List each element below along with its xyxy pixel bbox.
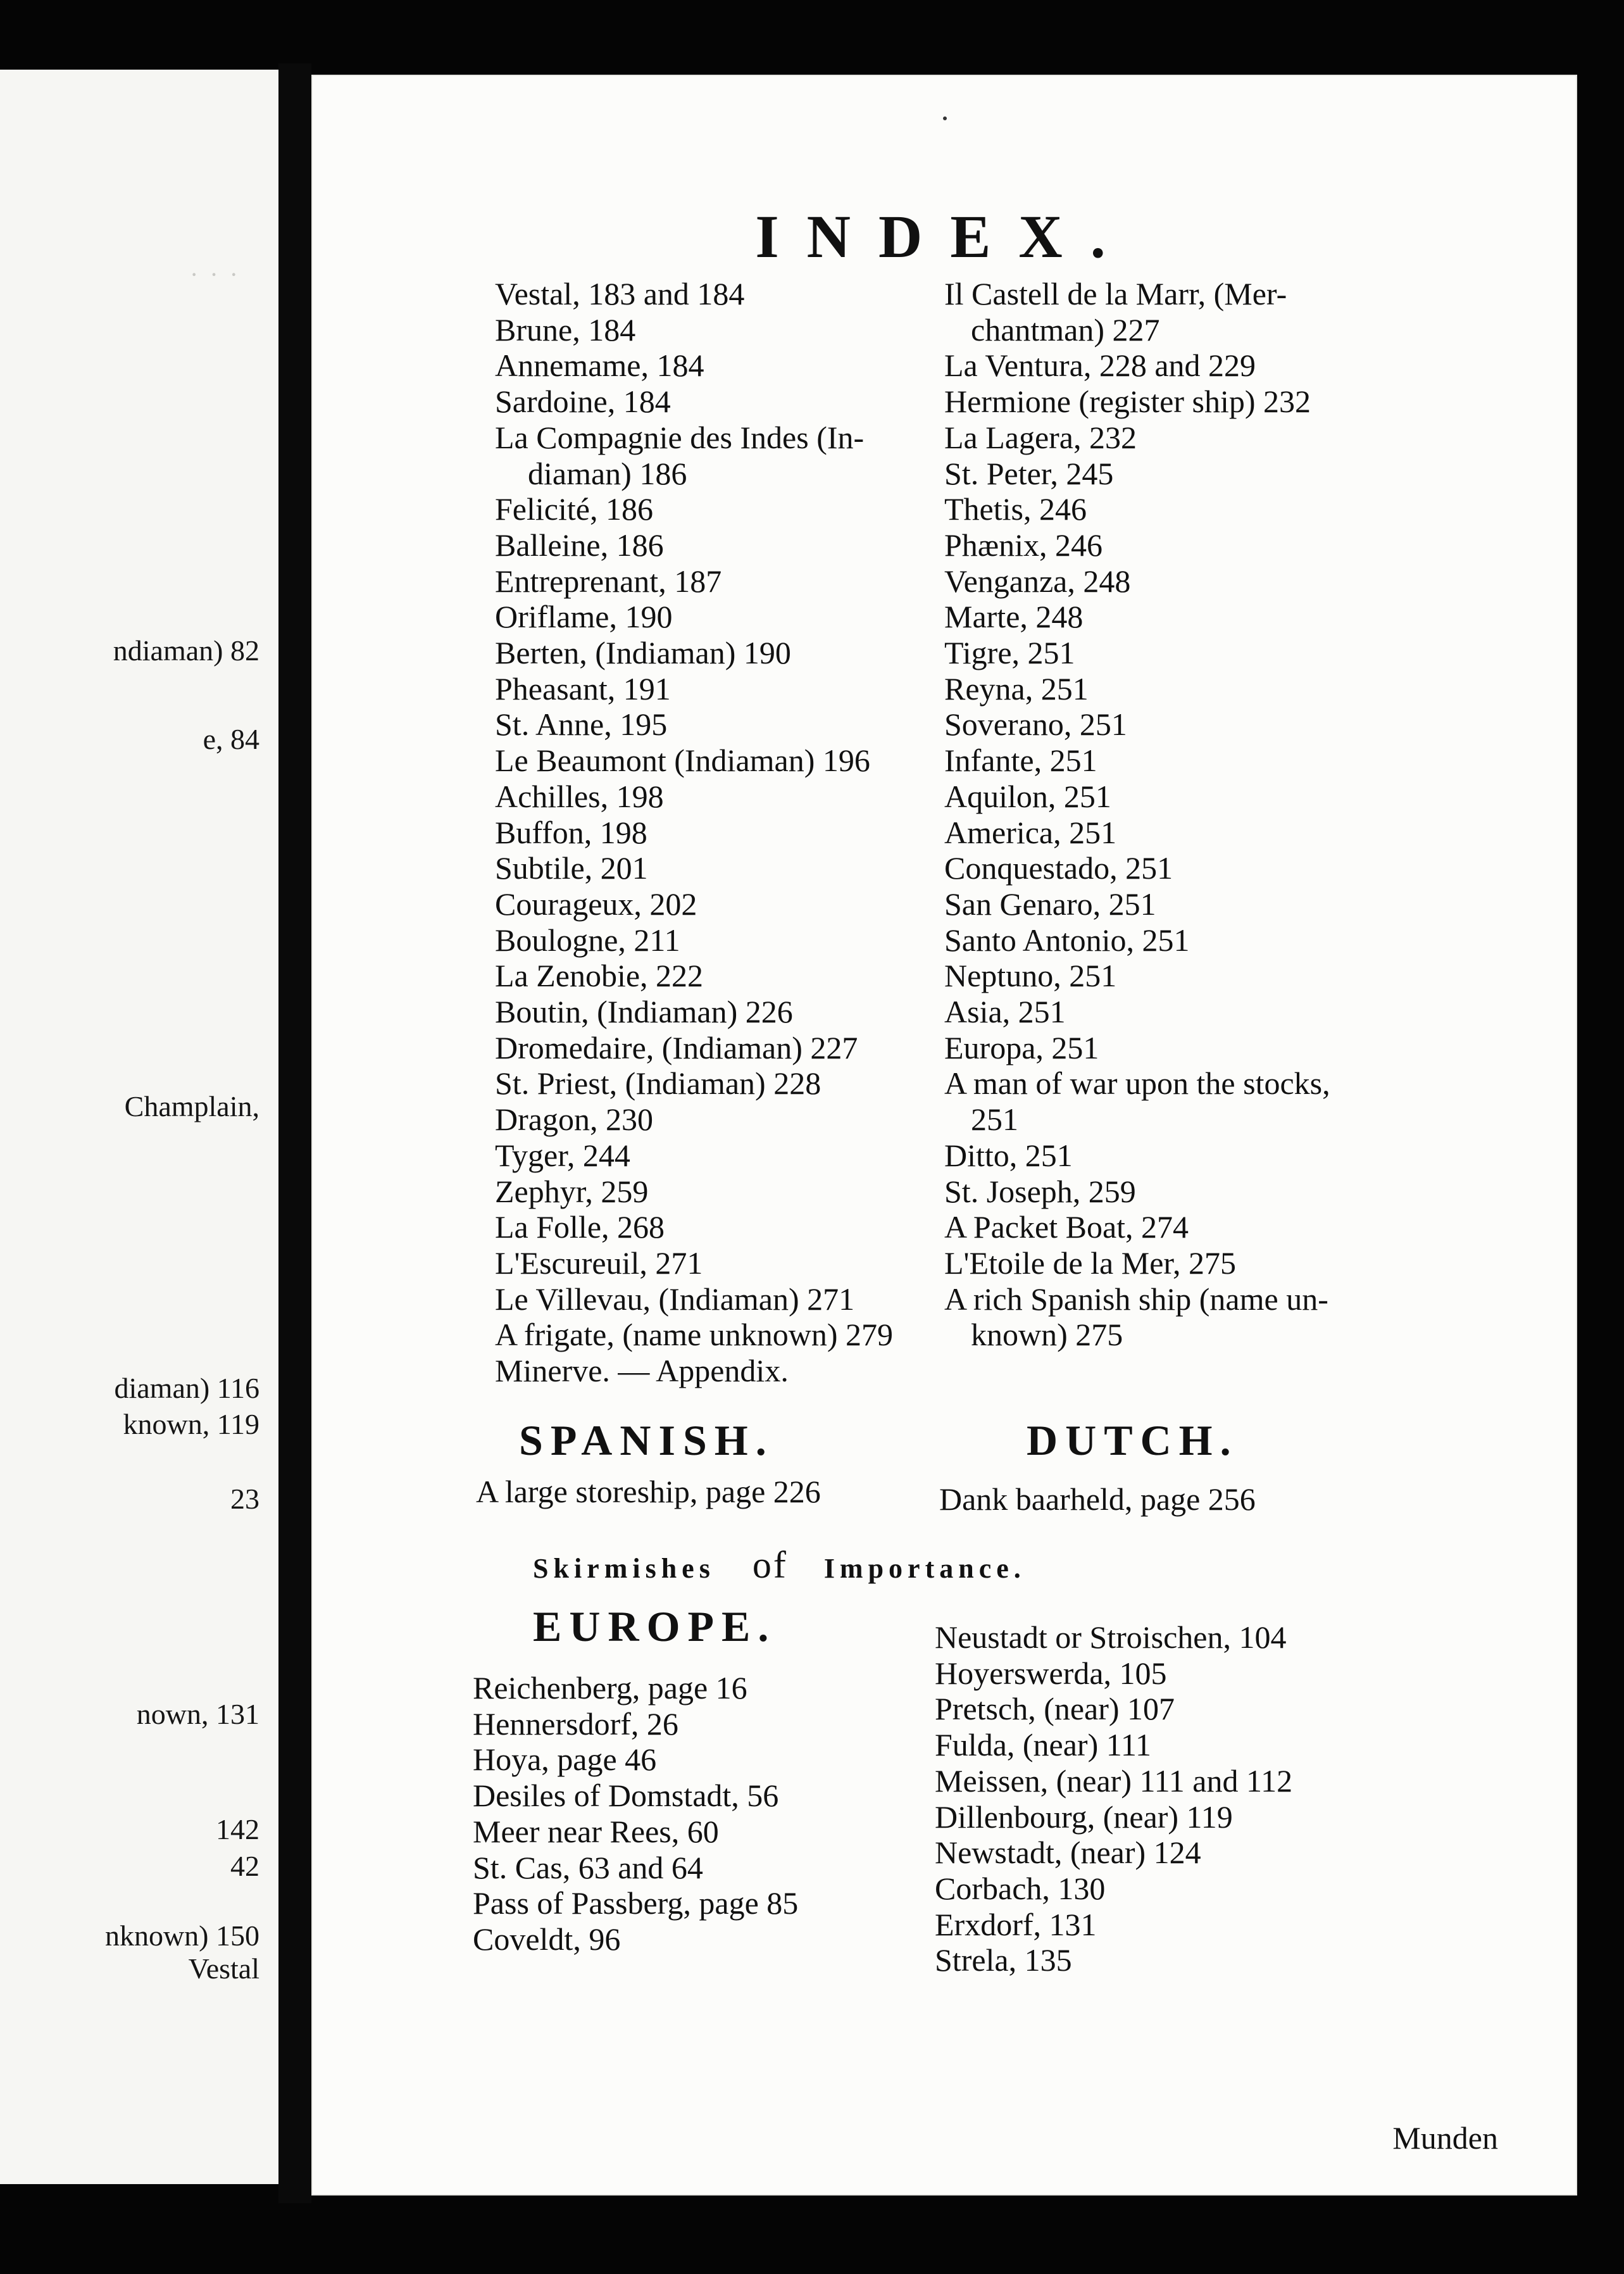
previous-page-text: e, 84 [203, 723, 259, 755]
index-entry: L'Escureuil, 271 [495, 1245, 703, 1281]
dutch-heading: DUTCH. [1027, 1416, 1239, 1464]
index-entry: Meer near Rees, 60 [473, 1813, 719, 1849]
index-entry: Pass of Passberg, page 85 [473, 1885, 799, 1921]
importance-word: Importance. [823, 1553, 1026, 1584]
index-entry: Santo Antonio, 251 [944, 922, 1190, 958]
index-entry: Hermione (register ship) 232 [944, 384, 1311, 420]
index-entry: Annemame, 184 [495, 348, 704, 384]
index-entry: Tyger, 244 [495, 1137, 630, 1173]
index-entry: Reichenberg, page 16 [473, 1670, 747, 1706]
index-entry: Zephyr, 259 [495, 1173, 649, 1209]
index-entry: L'Etoile de la Mer, 275 [944, 1245, 1237, 1281]
previous-page-text: nknown) 150 [104, 1919, 259, 1952]
index-entry: Reyna, 251 [944, 670, 1089, 707]
index-entry: Dank baarheld, page 256 [939, 1481, 1256, 1517]
index-entry: Fulda, (near) 111 [935, 1727, 1152, 1763]
index-entry: St. Anne, 195 [495, 707, 668, 743]
spanish-heading: SPANISH. [519, 1416, 774, 1464]
index-entry: Venganza, 248 [944, 563, 1131, 599]
index-entry: A Packet Boat, 274 [944, 1209, 1189, 1245]
previous-page [0, 70, 278, 2184]
index-entry: Felicité, 186 [495, 491, 653, 527]
index-entry: Tigre, 251 [944, 635, 1075, 671]
previous-page-text: Vestal [188, 1952, 259, 1985]
of-word: of [752, 1544, 788, 1586]
previous-page-text: ndiaman) 82 [113, 634, 259, 667]
europe-heading: EUROPE. [533, 1602, 777, 1650]
index-entry: Courageux, 202 [495, 886, 697, 922]
previous-page-text: nown, 131 [136, 1698, 259, 1730]
index-entry: Strela, 135 [935, 1942, 1072, 1978]
index-entry: La Folle, 268 [495, 1209, 665, 1245]
index-entry: Dragon, 230 [495, 1102, 653, 1138]
ink-speck [943, 116, 947, 120]
index-entry: San Genaro, 251 [944, 886, 1156, 922]
index-entry: Marte, 248 [944, 599, 1084, 635]
index-entry: St. Cas, 63 and 64 [473, 1849, 703, 1885]
previous-page-text: Champlain, [124, 1090, 259, 1122]
previous-page-text: 142 [216, 1813, 259, 1845]
index-entry: known) 275 [971, 1317, 1123, 1353]
index-entry: Coveldt, 96 [473, 1921, 621, 1957]
index-entry: Berten, (Indiaman) 190 [495, 635, 791, 671]
previous-page-text: known, 119 [123, 1408, 259, 1440]
index-entry: A man of war upon the stocks, [944, 1065, 1330, 1102]
index-entry: Hennersdorf, 26 [473, 1706, 678, 1742]
index-entry: Soverano, 251 [944, 707, 1127, 743]
page-title: INDEX. [755, 203, 1134, 270]
index-entry: Desiles of Domstadt, 56 [473, 1778, 779, 1814]
dutch-section [939, 1481, 1256, 1517]
index-entry: A rich Spanish ship (name un- [944, 1281, 1328, 1317]
index-entry: Entreprenant, 187 [495, 563, 722, 599]
index-entry: Hoya, page 46 [473, 1742, 657, 1778]
index-entry: Buffon, 198 [495, 814, 647, 850]
index-entry: Ditto, 251 [944, 1137, 1073, 1173]
index-entry: Boulogne, 211 [495, 922, 680, 958]
index-entry: Conquestado, 251 [944, 850, 1173, 886]
skirmishes-heading [533, 1543, 1026, 1587]
spanish-section [476, 1474, 821, 1510]
index-entry: La Zenobie, 222 [495, 958, 704, 994]
index-entry: Dillenbourg, (near) 119 [935, 1799, 1233, 1835]
index-entry: Aquilon, 251 [944, 778, 1111, 814]
index-entry: Dromedaire, (Indiaman) 227 [495, 1029, 858, 1065]
index-page [311, 75, 1577, 2195]
index-entry: La Lagera, 232 [944, 419, 1137, 455]
index-entry: Le Beaumont (Indiaman) 196 [495, 743, 870, 779]
index-entry: Achilles, 198 [495, 778, 664, 814]
skirmishes-word: Skirmishes [533, 1553, 715, 1584]
index-entry: Neptuno, 251 [944, 958, 1117, 994]
index-entry: Phænix, 246 [944, 527, 1103, 563]
show-through-text: · · · [190, 260, 240, 289]
index-entry: Il Castell de la Marr, (Mer- [944, 276, 1287, 311]
catchword: Munden [1392, 2120, 1498, 2156]
index-entry: Infante, 251 [944, 743, 1097, 779]
index-entry: chantman) 227 [971, 311, 1160, 348]
index-entry: Asia, 251 [944, 994, 1066, 1030]
index-entry: Minerve. — Appendix. [495, 1353, 789, 1389]
europe-skirmishes-left [473, 1670, 798, 1957]
index-entry: Vestal, 183 and 184 [495, 276, 745, 311]
index-entry: Thetis, 246 [944, 491, 1087, 527]
index-entry: St. Joseph, 259 [944, 1173, 1136, 1209]
index-entry: diaman) 186 [528, 455, 687, 491]
previous-page-text: diaman) 116 [114, 1372, 259, 1404]
index-entry: Pheasant, 191 [495, 670, 671, 707]
index-entry: La Ventura, 228 and 229 [944, 348, 1256, 384]
index-entry: Newstadt, (near) 124 [935, 1835, 1201, 1871]
index-entry: Boutin, (Indiaman) 226 [495, 994, 793, 1030]
previous-page-text: 23 [230, 1483, 259, 1515]
index-entry: Subtile, 201 [495, 850, 648, 886]
book-gutter [278, 63, 311, 2203]
index-entry: Meissen, (near) 111 and 112 [935, 1762, 1293, 1799]
index-entry: 251 [971, 1102, 1018, 1138]
index-entry: Neustadt or Stroischen, 104 [935, 1619, 1287, 1655]
french-ships-column-right [944, 276, 1330, 1353]
index-entry: St. Priest, (Indiaman) 228 [495, 1065, 821, 1102]
index-entry: Le Villevau, (Indiaman) 271 [495, 1281, 855, 1317]
index-entry: Corbach, 130 [935, 1870, 1106, 1906]
index-entry: A large storeship, page 226 [476, 1474, 821, 1509]
index-entry: La Compagnie des Indes (In- [495, 419, 865, 455]
index-entry: Brune, 184 [495, 311, 636, 348]
index-entry: Hoyerswerda, 105 [935, 1655, 1167, 1691]
index-entry: Pretsch, (near) 107 [935, 1691, 1175, 1727]
europe-skirmishes-right [935, 1619, 1292, 1978]
french-ships-column-left [495, 276, 893, 1389]
index-entry: America, 251 [944, 814, 1117, 850]
index-entry: Sardoine, 184 [495, 384, 671, 420]
index-entry: A frigate, (name unknown) 279 [495, 1317, 894, 1353]
index-entry: Oriflame, 190 [495, 599, 673, 635]
index-entry: Europa, 251 [944, 1029, 1099, 1065]
index-entry: St. Peter, 245 [944, 455, 1114, 491]
previous-page-text: 42 [230, 1850, 259, 1882]
index-entry: Erxdorf, 131 [935, 1906, 1097, 1942]
index-entry: Balleine, 186 [495, 527, 664, 563]
